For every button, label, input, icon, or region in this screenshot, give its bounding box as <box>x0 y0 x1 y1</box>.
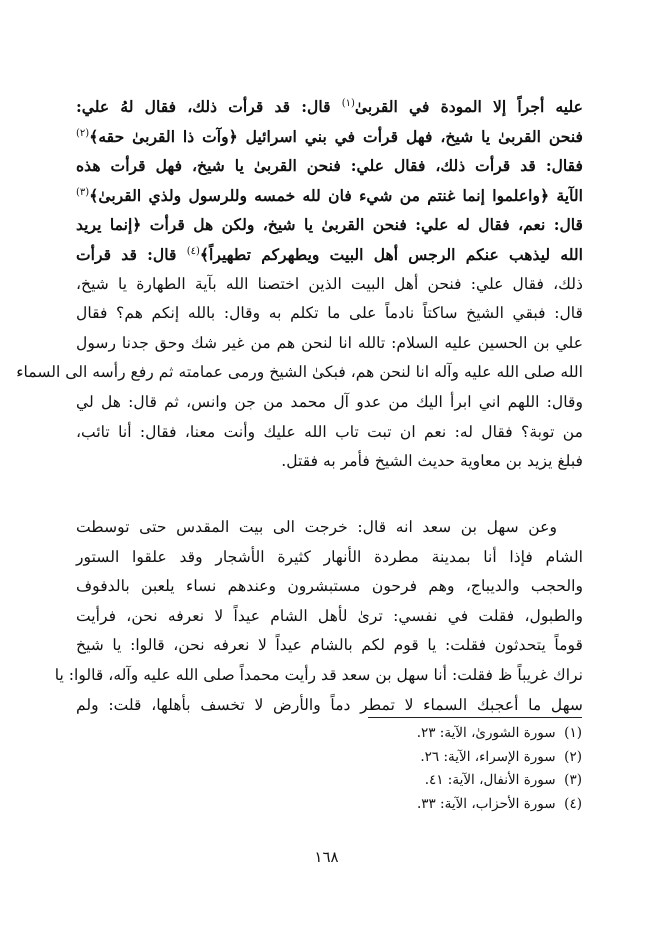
paragraph-2-line <box>54 661 583 691</box>
paragraph-1-line <box>76 181 583 211</box>
paragraph-1-line <box>76 329 583 359</box>
footnote-number: (٣) <box>564 772 582 788</box>
paragraph-1-line <box>76 299 583 329</box>
paragraph-2-text: نراك غريباً ظ فقلت: أنا سهل بن سعد قد رأيت محمداً صلى الله عليه وآله، قالوا: يا <box>54 665 583 684</box>
paragraph-1-text: الله صلى الله عليه وآله انا لنحن هم، فبكىٰ الشيخ ورمى عمامته ثم رفع رأسه الى السماء <box>16 363 583 382</box>
paragraph-2-text: قوماً يتحدثون فقلت: يا قوم لكم بالشام عيداً لا نعرفه نحن، قالوا: يا شيخ <box>76 636 583 655</box>
paragraph-2-text: والحجب والديباج، وهم فرحون مستبشرون وعندهم نساء يلعبن بالدفوف <box>76 577 583 596</box>
paragraph-1-line <box>76 92 583 122</box>
paragraph-2-text: والطبول، فقلت في نفسي: ترىٰ لأهل الشام عيداً لا نعرفه نحن، فرأيت <box>76 606 583 625</box>
paragraph-2-line <box>76 691 583 721</box>
paragraph-1-line <box>76 388 583 418</box>
paragraph-2-line <box>76 513 583 543</box>
paragraph-1-line <box>76 240 583 270</box>
footnotes <box>300 722 582 816</box>
paragraph-1-text: علي بن الحسين عليه السلام: تالله انا لنحن هم من غير شك وحق جدنا رسول <box>76 333 583 352</box>
footnote <box>300 793 582 817</box>
paragraph-2 <box>54 513 583 720</box>
paragraph-2-text: سهل ما أعجبك السماء لا تمطر دماً والأرض لا تخسف بأهلها، قلت: ولم <box>76 695 583 714</box>
footnote-marker[interactable]: (٣) <box>76 186 90 198</box>
footnote-separator <box>368 717 582 718</box>
page-number: ١٦٨ <box>314 848 339 866</box>
paragraph-1-text: ذلك، فقال علي: فنحن أهل البيت الذين اختصنا الله بآية الطهارة يا شيخ، <box>76 274 583 293</box>
paragraph-1-text-after-marker: قال: قد قرأت <box>76 244 187 264</box>
paragraph-2-text: الشام فإذا أنا بمدينة مطردة الأنهار كثيرة الأشجار وقد علقوا الستور <box>76 547 583 566</box>
footnote <box>300 769 582 793</box>
paragraph-1-line <box>76 151 583 181</box>
footnote-text: سورة الإسراء، الآية: ٢٦. <box>420 748 556 765</box>
paragraph-1-text: من توبة؟ فقال له: نعم ان تبت تاب الله عليك وأنت معنا، فقال: أنا تائب، <box>76 422 583 441</box>
footnote <box>300 746 582 770</box>
paragraph-1-text: الله ليذهب عنكم الرجس أهل البيت ويطهركم تطهيراً﴾ <box>199 244 583 264</box>
footnote <box>300 722 582 746</box>
paragraph-1-text: عليه أجراً إلا المودة في القربىٰ <box>354 97 583 116</box>
paragraph-1-text: قال: فبقي الشيخ ساكتاً نادماً على ما تكلم به وقال: بالله إنكم هم؟ فقال <box>76 304 583 323</box>
footnote-marker[interactable]: (٤) <box>186 245 200 257</box>
footnote-marker[interactable]: (١) <box>341 97 355 109</box>
paragraph-1-line <box>16 358 583 388</box>
footnote-text: سورة الأنفال، الآية: ٤١. <box>424 772 556 788</box>
paragraph-1-text: قال: نعم، فقال له علي: فنحن القربىٰ يا شيخ، ولكن هل قرأت ﴿إنما يريد <box>76 215 583 235</box>
paragraph-1 <box>16 92 583 477</box>
paragraph-1-line <box>76 447 583 477</box>
paragraph-1-line <box>76 122 583 152</box>
paragraph-1-line <box>76 210 583 240</box>
paragraph-1-text: وقال: اللهم اني ابرأ اليك من عدو آل محمد من جن وانس، ثم قال: هل لي <box>76 392 583 411</box>
paragraph-2-line <box>76 631 583 661</box>
paragraph-1-text: الآية ﴿واعلموا إنما غنتم من شيء فان لله خمسه وللرسول ولذي القربىٰ﴾ <box>89 185 583 205</box>
footnote-marker[interactable]: (٢) <box>76 127 90 139</box>
paragraph-2-line <box>76 602 583 632</box>
footnote-number: (٤) <box>564 795 582 812</box>
paragraph-2-text: وعن سهل بن سعد انه قال: خرجت الى بيت المقدس حتى توسطت <box>76 518 557 536</box>
paragraph-2-line <box>76 572 583 602</box>
paragraph-1-text: فبلغ يزيد بن معاوية حديث الشيخ فأمر به فقتل. <box>281 452 583 471</box>
footnote-text: سورة الشورىٰ، الآية: ٢٣. <box>416 725 556 741</box>
footnote-text: سورة الأحزاب، الآية: ٣٣. <box>416 795 556 812</box>
paragraph-1-text: فقال: قد قرأت ذلك، فقال علي: فنحن القربىٰ يا شيخ، فهل قرأت هذه <box>76 156 583 176</box>
paragraph-1-text: فنحن القربىٰ يا شيخ، فهل قرأت في بني اسرائيل ﴿وآت ذا القربىٰ حقه﴾ <box>89 126 583 146</box>
paragraph-1-line <box>76 270 583 300</box>
footnote-number: (٢) <box>564 748 582 765</box>
paragraph-2-line <box>76 543 583 573</box>
paragraph-1-line <box>76 418 583 448</box>
footnote-number: (١) <box>564 725 582 741</box>
paragraph-1-text-after-marker: قال: قد قرأت ذلك، فقال لهُ علي: <box>76 97 342 116</box>
